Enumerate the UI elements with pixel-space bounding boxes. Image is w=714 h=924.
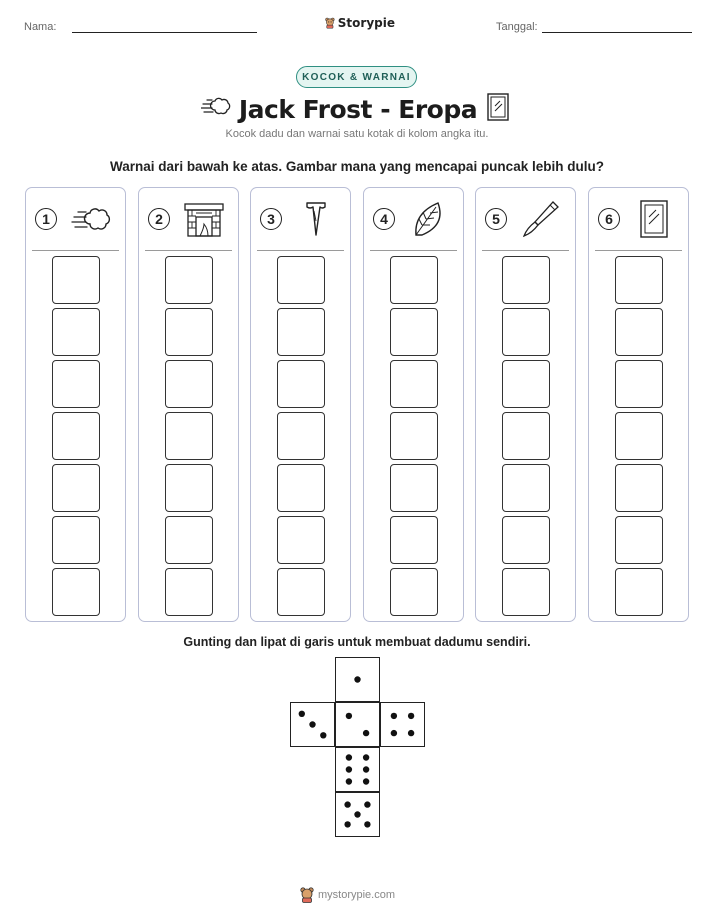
dice-pip (346, 713, 352, 719)
dice-pip (344, 801, 350, 807)
color-box[interactable] (390, 256, 438, 304)
footer (300, 884, 414, 906)
dice-face-3 (290, 702, 335, 747)
dice-pip (391, 730, 397, 736)
color-box[interactable] (165, 568, 213, 616)
column-3 (250, 187, 351, 622)
color-box[interactable] (502, 568, 550, 616)
color-box[interactable] (615, 412, 663, 460)
column-divider (32, 250, 119, 251)
color-box[interactable] (165, 516, 213, 564)
cut-instruction: Gunting dan lipat di garis untuk membuat dadumu sendiri. (183, 635, 531, 649)
brand-name: Storypie (337, 16, 395, 30)
color-box[interactable] (502, 308, 550, 356)
color-box[interactable] (277, 308, 325, 356)
column-6 (588, 187, 689, 622)
dice-pip (346, 778, 352, 784)
dice-pip (354, 811, 360, 817)
footer-url[interactable]: mystorypie.com (318, 889, 396, 901)
column-header (26, 188, 125, 250)
column-divider (257, 250, 344, 251)
bear-icon (300, 887, 314, 903)
dice-pip (299, 711, 305, 717)
color-box[interactable] (52, 464, 100, 512)
dice-pip (346, 766, 352, 772)
mirror-icon (487, 93, 509, 121)
dice-face-1 (335, 657, 380, 702)
wind-icon (201, 95, 231, 119)
dice-pip (354, 676, 360, 682)
dice-net (290, 657, 425, 837)
color-box[interactable] (390, 308, 438, 356)
column-5 (475, 187, 576, 622)
name-line[interactable] (72, 32, 257, 33)
color-box[interactable] (52, 568, 100, 616)
color-box[interactable] (615, 308, 663, 356)
color-box[interactable] (502, 360, 550, 408)
color-box[interactable] (277, 516, 325, 564)
dice-pip (363, 766, 369, 772)
color-box[interactable] (390, 360, 438, 408)
dice-pip (309, 721, 315, 727)
wind-icon (70, 199, 112, 239)
color-box[interactable] (165, 464, 213, 512)
color-box[interactable] (165, 308, 213, 356)
fireplace-icon (183, 199, 225, 239)
column-header (139, 188, 238, 250)
color-box[interactable] (52, 256, 100, 304)
subtitle: Kocok dadu dan warnai satu kotak di kolom angka itu. (225, 128, 489, 140)
mirror-icon (633, 199, 675, 239)
column-divider (595, 250, 682, 251)
leaf-icon (408, 199, 450, 239)
dice-pip (364, 801, 370, 807)
date-line[interactable] (542, 32, 692, 33)
dice-pip (346, 754, 352, 760)
paintbrush-icon (520, 199, 562, 239)
color-box[interactable] (165, 360, 213, 408)
dice-pip (363, 730, 369, 736)
color-box[interactable] (165, 256, 213, 304)
color-box[interactable] (390, 412, 438, 460)
color-box[interactable] (615, 516, 663, 564)
color-box[interactable] (52, 360, 100, 408)
dice-pip (408, 713, 414, 719)
color-box[interactable] (165, 412, 213, 460)
column-number: 5 (485, 208, 507, 230)
color-box[interactable] (52, 308, 100, 356)
column-header (251, 188, 350, 250)
activity-badge: KOCOK & WARNAI (296, 66, 417, 88)
column-divider (370, 250, 457, 251)
storypie-logo (325, 13, 395, 33)
color-box[interactable] (502, 516, 550, 564)
bear-icon (325, 15, 335, 31)
color-box[interactable] (615, 256, 663, 304)
date-label: Tanggal: (496, 21, 538, 33)
color-box[interactable] (390, 568, 438, 616)
icicle-icon (295, 199, 337, 239)
color-box[interactable] (52, 516, 100, 564)
dice-pip (344, 821, 350, 827)
column-number: 3 (260, 208, 282, 230)
column-header (476, 188, 575, 250)
instruction-text: Warnai dari bawah ke atas. Gambar mana yang mencapai puncak lebih dulu? (110, 159, 604, 174)
dice-pip (391, 713, 397, 719)
column-2 (138, 187, 239, 622)
color-box[interactable] (615, 464, 663, 512)
column-number: 4 (373, 208, 395, 230)
dice-face-6 (335, 747, 380, 792)
color-box[interactable] (502, 412, 550, 460)
dice-face-5 (335, 792, 380, 837)
column-1 (25, 187, 126, 622)
name-label: Nama: (24, 21, 57, 33)
column-number: 2 (148, 208, 170, 230)
color-box[interactable] (502, 256, 550, 304)
color-box[interactable] (277, 568, 325, 616)
color-box[interactable] (390, 516, 438, 564)
dice-pip (364, 821, 370, 827)
color-box[interactable] (277, 464, 325, 512)
dice-pip (363, 778, 369, 784)
column-header (364, 188, 463, 250)
dice-pip (320, 732, 326, 738)
color-box[interactable] (390, 464, 438, 512)
dice-pip (408, 730, 414, 736)
color-box[interactable] (615, 568, 663, 616)
column-4 (363, 187, 464, 622)
column-divider (482, 250, 569, 251)
column-divider (145, 250, 232, 251)
dice-pip (363, 754, 369, 760)
dice-face-2 (335, 702, 380, 747)
column-number: 1 (35, 208, 57, 230)
column-header (589, 188, 688, 250)
color-box[interactable] (277, 360, 325, 408)
column-number: 6 (598, 208, 620, 230)
color-box[interactable] (277, 412, 325, 460)
color-box[interactable] (502, 464, 550, 512)
color-box[interactable] (277, 256, 325, 304)
dice-face-4 (380, 702, 425, 747)
page-title: Jack Frost - Eropa (238, 94, 478, 124)
color-box[interactable] (52, 412, 100, 460)
color-box[interactable] (615, 360, 663, 408)
